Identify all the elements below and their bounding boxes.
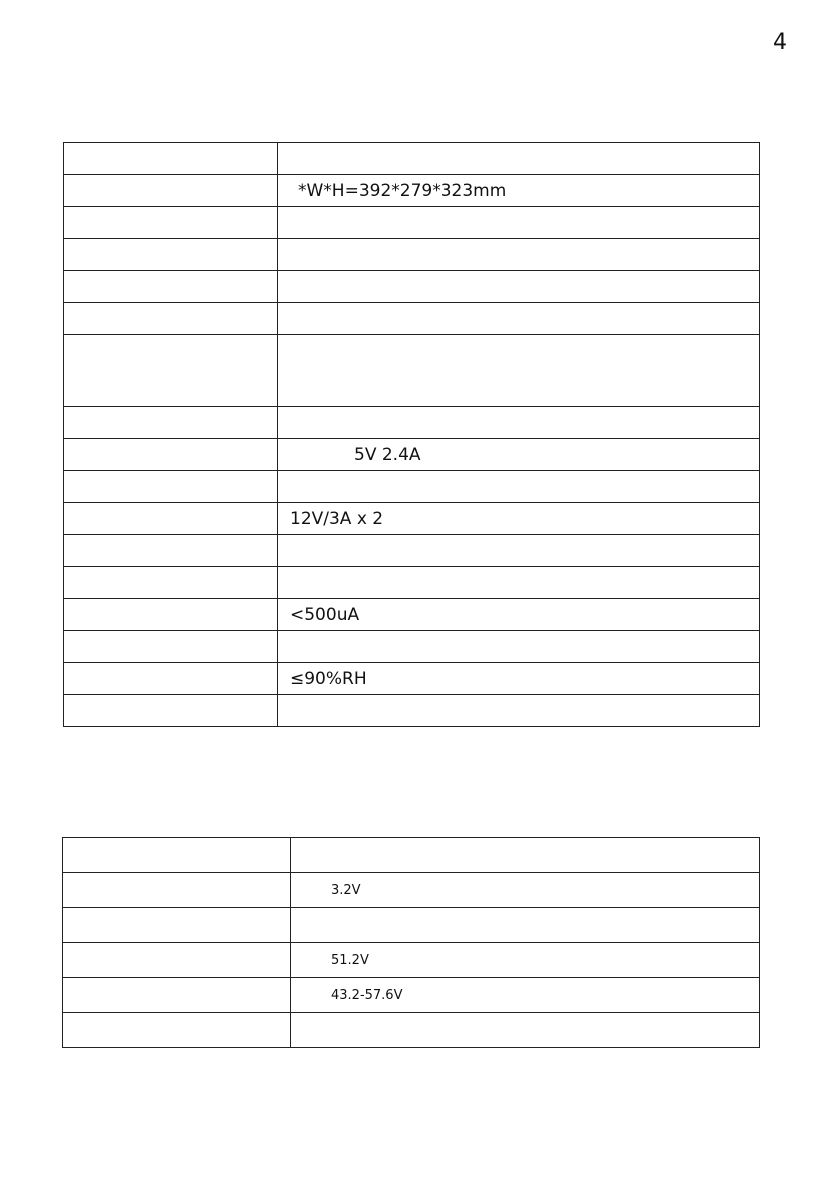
row-label bbox=[63, 978, 291, 1013]
table-row bbox=[63, 908, 760, 943]
row-value-cell bbox=[291, 838, 760, 873]
table-row bbox=[63, 838, 760, 873]
row-value: 51.2V bbox=[331, 952, 369, 968]
row-label bbox=[64, 303, 278, 335]
row-label bbox=[63, 943, 291, 978]
row-value-cell bbox=[278, 271, 760, 303]
row-label bbox=[64, 207, 278, 239]
table-row bbox=[64, 303, 760, 335]
table-row bbox=[64, 471, 760, 503]
row-value-cell bbox=[278, 439, 760, 471]
row-label bbox=[63, 873, 291, 908]
row-label bbox=[63, 838, 291, 873]
row-value: 43.2-57.6V bbox=[331, 987, 403, 1003]
table-row bbox=[64, 503, 760, 535]
row-label bbox=[64, 175, 278, 207]
table-row bbox=[64, 631, 760, 663]
row-value-cell bbox=[278, 695, 760, 727]
table-row bbox=[63, 873, 760, 908]
table-row bbox=[64, 407, 760, 439]
row-label bbox=[64, 271, 278, 303]
row-value: *W*H=392*279*323mm bbox=[298, 180, 507, 201]
row-label bbox=[64, 599, 278, 631]
table-row bbox=[64, 599, 760, 631]
row-label bbox=[64, 239, 278, 271]
row-value-cell bbox=[291, 978, 760, 1013]
table-row bbox=[64, 143, 760, 175]
table-row bbox=[64, 535, 760, 567]
table-row bbox=[64, 335, 760, 407]
row-value-cell bbox=[278, 471, 760, 503]
row-value-cell bbox=[278, 599, 760, 631]
row-value-cell bbox=[291, 873, 760, 908]
battery-spec-table bbox=[62, 837, 760, 1048]
row-label bbox=[63, 1013, 291, 1048]
row-value-cell bbox=[278, 175, 760, 207]
row-label bbox=[64, 439, 278, 471]
row-label bbox=[64, 663, 278, 695]
row-label bbox=[64, 471, 278, 503]
row-value-cell bbox=[278, 663, 760, 695]
row-value-cell bbox=[291, 943, 760, 978]
table-row bbox=[64, 239, 760, 271]
row-label bbox=[64, 631, 278, 663]
row-value: 3.2V bbox=[331, 882, 361, 898]
row-value-cell bbox=[278, 335, 760, 407]
row-value-cell bbox=[278, 567, 760, 599]
row-value-cell bbox=[291, 1013, 760, 1048]
table-row bbox=[64, 439, 760, 471]
row-value-cell bbox=[291, 908, 760, 943]
row-value-cell bbox=[278, 207, 760, 239]
row-label bbox=[64, 567, 278, 599]
row-label bbox=[64, 695, 278, 727]
row-value: 5V 2.4A bbox=[354, 444, 421, 465]
table-row bbox=[63, 978, 760, 1013]
row-label bbox=[64, 503, 278, 535]
row-label bbox=[64, 143, 278, 175]
page-number: 4 bbox=[773, 30, 787, 55]
table-row bbox=[64, 207, 760, 239]
row-value-cell bbox=[278, 631, 760, 663]
row-value: 12V/3A x 2 bbox=[290, 508, 384, 529]
row-value-cell bbox=[278, 239, 760, 271]
row-label bbox=[63, 908, 291, 943]
row-value-cell bbox=[278, 535, 760, 567]
table-row bbox=[64, 695, 760, 727]
row-value-cell bbox=[278, 303, 760, 335]
row-value-cell bbox=[278, 143, 760, 175]
row-value: <500uA bbox=[290, 604, 360, 625]
table-row bbox=[64, 663, 760, 695]
row-value-cell bbox=[278, 503, 760, 535]
table-row bbox=[64, 175, 760, 207]
table-row bbox=[64, 567, 760, 599]
row-label bbox=[64, 335, 278, 407]
row-value-cell bbox=[278, 407, 760, 439]
row-label bbox=[64, 535, 278, 567]
row-label bbox=[64, 407, 278, 439]
table-row bbox=[64, 271, 760, 303]
spec-table bbox=[63, 142, 760, 727]
table-row bbox=[63, 1013, 760, 1048]
row-value: ≤90%RH bbox=[290, 668, 367, 689]
table-row bbox=[63, 943, 760, 978]
